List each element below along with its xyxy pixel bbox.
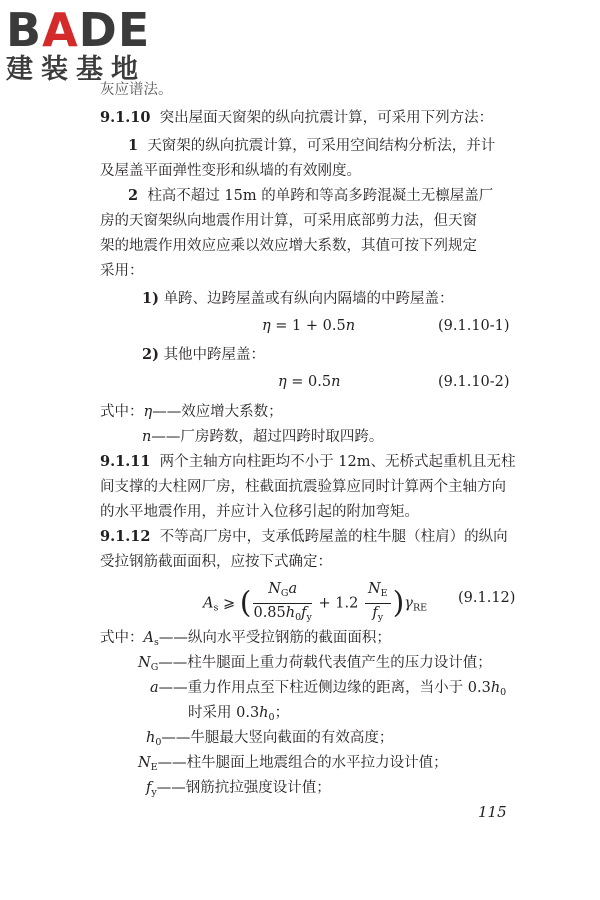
item-number: 2	[128, 187, 139, 204]
section-number: 9.1.11	[100, 453, 151, 470]
definition: ——效应增大系数；	[152, 404, 283, 420]
section-text: 突出屋面天窗架的纵向抗震计算，可采用下列方法：	[159, 110, 494, 126]
definition: ——钢筋抗拉强度设计值；	[156, 780, 331, 796]
eq-subscript: s	[213, 602, 219, 614]
definition: ——重力作用点至下柱近侧边缘的距离，当小于 0.3	[158, 680, 491, 696]
section-9-1-11	[100, 452, 515, 472]
eq-symbol: f	[301, 605, 307, 621]
definition: ——纵向水平受拉钢筋的截面面积；	[158, 630, 391, 646]
symbol: a	[150, 680, 159, 696]
sub-item-text: 其他中跨屋盖：	[163, 347, 266, 363]
eq-symbol: N	[367, 581, 381, 597]
symbol-subscript: s	[153, 637, 159, 648]
eq-variable: n	[345, 318, 356, 334]
sub-item-number: 2)	[142, 346, 159, 363]
punctuation: ；	[274, 705, 290, 721]
sub-item-number: 1)	[142, 290, 159, 307]
symbol: h	[490, 680, 501, 696]
where-h0	[146, 728, 393, 753]
eq-symbol: γ	[404, 595, 413, 612]
item-text: 天窗架的纵向抗震计算，可采用空间结构分析法，并计	[147, 138, 496, 154]
fraction-seismic	[365, 580, 391, 627]
eq-symbol: η	[262, 318, 271, 334]
symbol: h	[146, 730, 156, 746]
symbol-subscript: E	[150, 762, 158, 773]
definition: ——柱牛腿面上地震组合的水平拉力设计值；	[157, 755, 448, 771]
where-a-cont	[188, 703, 289, 728]
eq-operator: + 1.2	[318, 595, 359, 612]
eq-subscript: y	[306, 612, 312, 623]
eq-symbol: N	[268, 581, 281, 597]
where-fy	[146, 778, 331, 803]
text-line: 及屋盖平面弹性变形和纵墙的有效刚度。	[100, 163, 361, 179]
equation-9-1-10-1	[262, 316, 355, 336]
logo-subtitle: 建装基地	[6, 54, 146, 85]
symbol-subscript: y	[151, 787, 157, 798]
equation-9-1-10-2	[278, 372, 340, 392]
where-NE	[138, 753, 448, 778]
eq-subscript: 0	[295, 612, 302, 623]
symbol-subscript: 0	[155, 737, 162, 748]
eq-symbol: a	[288, 581, 298, 597]
eq-symbol: A	[203, 595, 214, 612]
section-number: 9.1.10	[100, 109, 151, 126]
sub-item-2	[142, 345, 265, 365]
text-line: 灰应谱法。	[100, 82, 173, 98]
page-number: 115	[478, 803, 507, 821]
where-n	[142, 427, 383, 447]
eq-subscript: RE	[412, 602, 428, 614]
text-line: 的水平地震作用，并应计入位移引起的附加弯矩。	[100, 504, 419, 520]
fraction-gravity	[253, 580, 311, 627]
text-line: 间支撑的大柱网厂房，柱截面抗震验算应同时计算两个主轴方向	[100, 479, 506, 495]
eq-subscript: G	[280, 588, 289, 599]
where-a	[150, 678, 506, 703]
item-2	[128, 186, 493, 206]
equation-number: (9.1.10-1)	[438, 318, 510, 334]
equation-number: (9.1.12)	[458, 590, 516, 606]
text-line: 受拉钢筋截面面积，应按下式确定：	[100, 554, 332, 570]
symbol: N	[138, 755, 151, 771]
where-eta	[100, 402, 283, 422]
section-text: 两个主轴方向柱距均不小于 12m、无桥式起重机且无柱	[159, 454, 516, 470]
section-9-1-12	[100, 527, 508, 547]
symbol: A	[143, 630, 154, 646]
eq-symbol: f	[372, 605, 378, 621]
text-line: 架的地震作用效应应乘以效应增大系数，其值可按下列规定	[100, 238, 477, 254]
symbol: n	[142, 429, 152, 445]
section-9-1-10	[100, 108, 493, 128]
eq-symbol: η	[278, 374, 287, 390]
equation-9-1-12	[203, 580, 427, 627]
item-number: 1	[128, 137, 139, 154]
symbol: f	[146, 780, 152, 796]
symbol: N	[138, 655, 151, 671]
definition: ——柱牛腿面上重力荷载代表值产生的压力设计值；	[158, 655, 492, 671]
text-line: 采用：	[100, 263, 144, 279]
left-paren: (	[239, 585, 252, 621]
eq-coefficient: 0.85	[253, 605, 286, 621]
section-number: 9.1.12	[100, 528, 151, 545]
symbol-subscript: 0	[500, 687, 507, 698]
sub-item-1	[142, 289, 454, 309]
symbol-subscript: G	[150, 662, 159, 673]
where-NG	[138, 653, 492, 678]
eq-operator: ⩾	[222, 595, 236, 612]
where-As	[100, 628, 391, 653]
item-1	[128, 136, 495, 156]
eq-variable: n	[331, 374, 341, 390]
text-line: 房的天窗架纵向地震作用计算，可采用底部剪力法，但天窗	[100, 213, 477, 229]
definition: 时采用 0.3	[188, 705, 260, 721]
eq-rhs: = 0.5	[291, 374, 332, 390]
where-label: 式中：	[100, 404, 144, 420]
eq-subscript: y	[377, 612, 384, 623]
eq-symbol: h	[285, 605, 296, 621]
definition: ——牛腿最大竖向截面的有效高度；	[161, 730, 394, 746]
eq-subscript: E	[380, 588, 388, 599]
item-text: 柱高不超过 15m 的单跨和等高多跨混凝土无檩屋盖厂	[147, 188, 494, 204]
definition: ——厂房跨数，超过四跨时取四跨。	[151, 429, 384, 445]
eq-rhs: = 1 + 0.5	[275, 318, 346, 334]
section-text: 不等高厂房中，支承低跨屋盖的柱牛腿（柱肩）的纵向	[159, 529, 508, 545]
symbol-subscript: 0	[268, 712, 275, 723]
where-label: 式中：	[100, 630, 144, 646]
symbol: η	[143, 404, 153, 420]
sub-item-text: 单跨、边跨屋盖或有纵向内隔墙的中跨屋盖：	[163, 291, 454, 307]
logo-mark: BADE	[6, 3, 151, 57]
equation-number: (9.1.10-2)	[438, 374, 510, 390]
right-paren: )	[392, 585, 405, 621]
site-logo	[6, 4, 150, 86]
symbol: h	[259, 705, 269, 721]
